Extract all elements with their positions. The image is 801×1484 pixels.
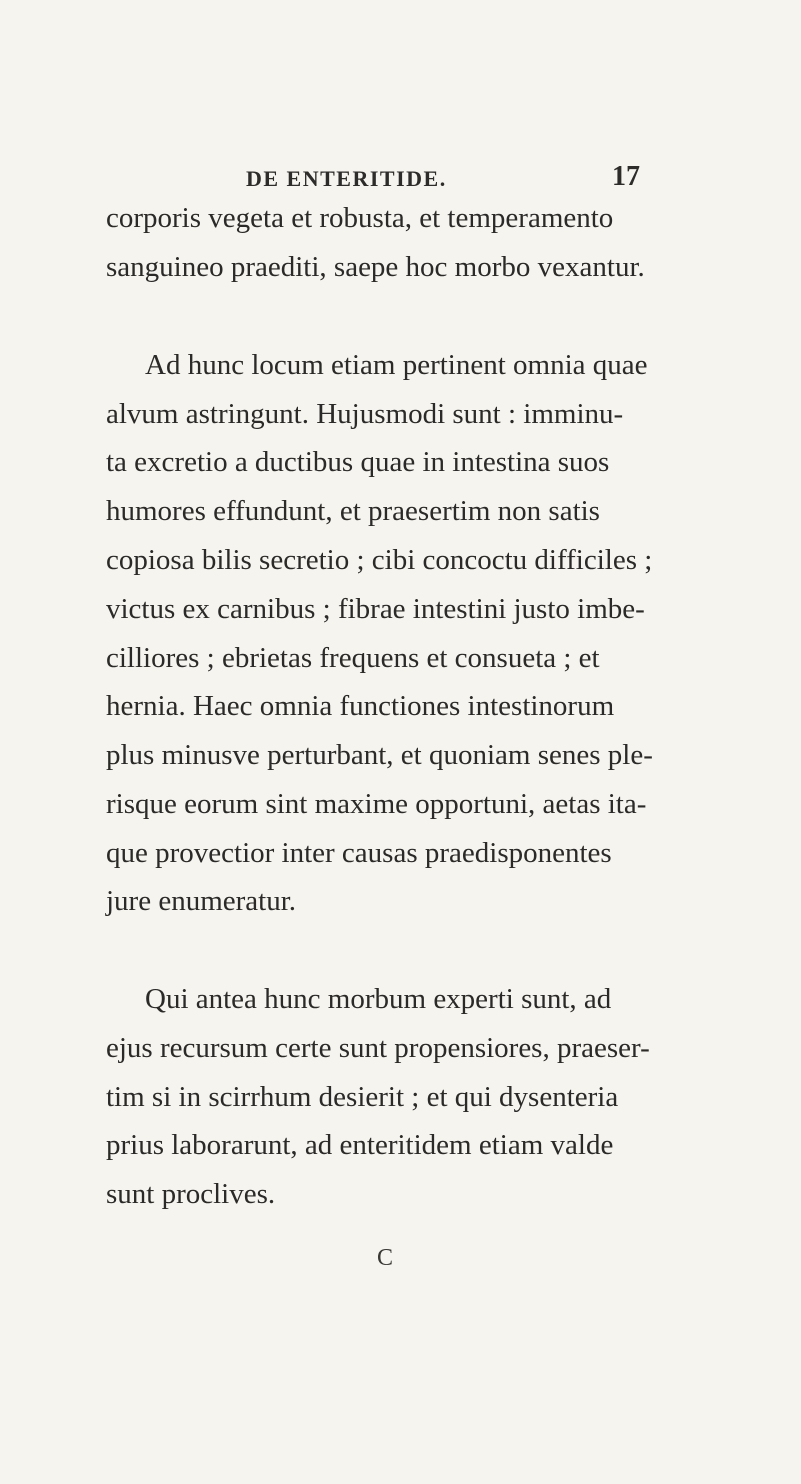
text-line: ta excretio a ductibus quae in intestina suos — [106, 446, 610, 478]
page-number: 17 — [612, 161, 640, 192]
text-line: sanguineo praediti, saepe hoc morbo vexantur. — [106, 251, 645, 283]
text-line: risque eorum sint maxime opportuni, aetas ita- — [106, 788, 647, 820]
text-line: plus minusve perturbant, et quoniam senes ple- — [106, 739, 653, 771]
text-line: cilliores ; ebrietas frequens et consueta ; et — [106, 642, 600, 674]
paragraph-start-line: Qui antea hunc morbum experti sunt, ad — [145, 983, 612, 1015]
text-line: humores effundunt, et praesertim non satis — [106, 495, 600, 527]
paragraph-start-line: Ad hunc locum etiam pertinent omnia quae — [145, 349, 648, 381]
text-line: alvum astringunt. Hujusmodi sunt : imminu- — [106, 398, 624, 430]
text-line: hernia. Haec omnia functiones intestinorum — [106, 690, 615, 722]
running-head: DE ENTERITIDE. — [246, 166, 447, 191]
text-line: victus ex carnibus ; fibrae intestini justo imbe- — [106, 593, 645, 625]
text-line: copiosa bilis secretio ; cibi concoctu difficiles ; — [106, 544, 653, 576]
text-line: ejus recursum certe sunt propensiores, praeser- — [106, 1032, 650, 1064]
text-line: jure enumeratur. — [106, 885, 297, 917]
text-line: prius laborarunt, ad enteritidem etiam valde — [106, 1129, 614, 1161]
text-line: corporis vegeta et robusta, et temperamento — [106, 202, 614, 234]
text-line: sunt proclives. — [106, 1178, 276, 1210]
signature-mark: C — [377, 1245, 394, 1271]
text-line: tim si in scirrhum desierit ; et qui dysenteria — [106, 1081, 619, 1113]
text-line: que provectior inter causas praedisponentes — [106, 837, 612, 869]
